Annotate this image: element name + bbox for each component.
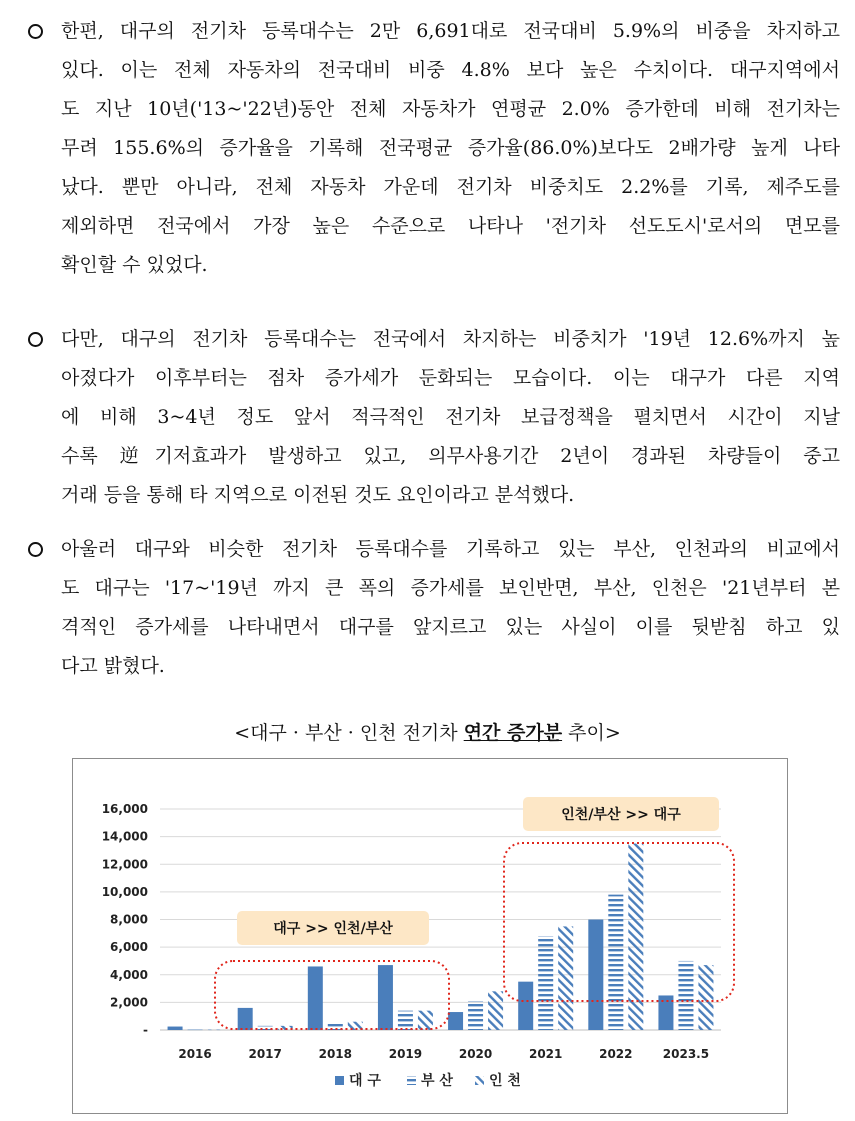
legend-swatch-인천 (475, 1076, 484, 1085)
bar-부산-2023.5 (678, 961, 693, 1030)
paragraph-line (28, 398, 840, 437)
circle-bullet-icon (28, 332, 43, 347)
line-text: 확인할 수 있었다. (61, 254, 208, 276)
line-text: 수록 逆기저효과가 발생하고 있고, 의무사용기간 2년이 경과된 차량들이 중고 (61, 445, 840, 467)
y-tick-label: 6,000 (110, 940, 148, 955)
paragraph-line (28, 476, 840, 515)
paragraph-line (28, 12, 840, 51)
x-tick-label: 2020 (458, 1047, 493, 1061)
bar-부산-2019 (398, 1011, 413, 1030)
x-tick-label: 2016 (178, 1047, 212, 1061)
line-text: 났다. 뿐만 아니라, 전체 자동차 가운데 전기차 비중치도 2.2%를 기록, 제주도를 (61, 176, 840, 198)
bar-인천-2019 (418, 1011, 433, 1030)
paragraph-line (28, 437, 840, 476)
paragraph-line (28, 647, 840, 686)
line-text: 도 지난 10년('13~'22년)동안 전체 자동차가 연평균 2.0% 증가한데 비해 전기차는 (61, 98, 840, 120)
bar-인천-2016 (208, 1030, 223, 1031)
caption-emphasis: 연간 증가분 (463, 722, 563, 744)
legend-label: 부 산 (421, 1073, 453, 1089)
bar-대구-2022 (588, 920, 603, 1031)
line-text: 에 비해 3~4년 정도 앞서 적극적인 전기차 보급정책을 펼치면서 시간이 지날 (61, 406, 840, 428)
bar-대구-2017 (238, 1008, 253, 1030)
legend-swatch-부산 (407, 1076, 416, 1085)
x-tick-label: 2018 (318, 1047, 353, 1061)
line-text: 아졌다가 이후부터는 점차 증가세가 둔화되는 모습이다. 이는 대구가 다른 지역 (61, 367, 840, 389)
circle-bullet-icon (28, 24, 43, 39)
bar-인천-2022 (628, 844, 643, 1030)
line-text: 제외하면 전국에서 가장 높은 수준으로 나타나 '전기차 선도도시'로서의 면모를 (61, 215, 840, 237)
y-tick-label: 8,000 (110, 912, 148, 927)
bar-인천-2021 (558, 926, 573, 1030)
y-tick-label: 16,000 (101, 802, 148, 816)
paragraph-line (28, 90, 840, 129)
line-text: 격적인 증가세를 나타내면서 대구를 앞지르고 있는 사실이 이를 뒷받침 하고 있 (61, 616, 840, 638)
x-tick-label: 2023.5 (662, 1047, 710, 1061)
paragraph (28, 12, 840, 285)
y-tick-label: 14,000 (101, 829, 148, 844)
bar-대구-2020 (448, 1012, 463, 1030)
caption-suffix: 추이> (562, 722, 621, 744)
bar-chart (73, 759, 787, 1113)
paragraph-line (28, 608, 840, 647)
paragraph (28, 320, 840, 515)
line-text: 있다. 이는 전체 자동차의 전국대비 비중 4.8% 보다 높은 수치이다. 대구지역에서 (61, 59, 840, 81)
x-tick-label: 2022 (599, 1047, 633, 1061)
paragraph-line (28, 246, 840, 285)
y-tick-label: - (143, 1023, 148, 1037)
paragraph-line (28, 129, 840, 168)
x-tick-label: 2021 (528, 1047, 563, 1061)
line-text: 무려 155.6%의 증가율을 기록해 전국평균 증가율(86.0%)보다도 2배가량 높게 나타 (61, 137, 840, 159)
chart-frame (72, 758, 788, 1114)
line-text: 아울러 대구와 비슷한 전기차 등록대수를 기록하고 있는 부산, 인천과의 비교에서 (61, 538, 840, 560)
bar-부산-2021 (538, 936, 553, 1030)
paragraph (28, 530, 840, 686)
y-tick-label: 4,000 (110, 967, 148, 982)
paragraph-line (28, 168, 840, 207)
paragraph-line (28, 530, 840, 569)
y-tick-label: 10,000 (101, 884, 148, 899)
bar-부산-2022 (608, 895, 623, 1030)
x-tick-label: 2017 (248, 1047, 282, 1061)
legend-label: 인 천 (489, 1073, 521, 1089)
caption-prefix: <대구 · 부산 · 인천 전기차 (234, 722, 464, 744)
paragraph-line (28, 207, 840, 246)
bar-부산-2016 (188, 1030, 203, 1031)
line-text: 한편, 대구의 전기차 등록대수는 2만 6,691대로 전국대비 5.9%의 비중을 차지하고 (61, 20, 840, 42)
line-text: 도 대구는 '17~'19년 까지 큰 폭의 증가세를 보인반면, 부산, 인천은 '21년부터 본 (61, 577, 840, 599)
bar-대구-2021 (518, 982, 533, 1030)
line-text: 거래 등을 통해 타 지역으로 이전된 것도 요인이라고 분석했다. (61, 484, 575, 506)
bar-대구-2016 (168, 1027, 183, 1030)
paragraph-line (28, 359, 840, 398)
paragraph-line (28, 320, 840, 359)
y-tick-label: 12,000 (101, 857, 148, 872)
chart-caption (0, 718, 855, 745)
circle-bullet-icon (28, 542, 43, 557)
bar-부산-2020 (468, 1001, 483, 1030)
annotation-text: 인천/부산 >> 대구 (561, 807, 681, 823)
bar-대구-2018 (308, 966, 323, 1030)
annotation-text: 대구 >> 인천/부산 (273, 921, 393, 937)
paragraph-line (28, 569, 840, 608)
line-text: 다만, 대구의 전기차 등록대수는 전국에서 차지하는 비중치가 '19년 12.6%까지 높 (61, 328, 840, 350)
bar-대구-2019 (378, 965, 393, 1030)
paragraph-line (28, 51, 840, 90)
y-tick-label: 2,000 (110, 995, 148, 1010)
bar-인천-2023.5 (698, 965, 713, 1030)
line-text: 다고 밝혔다. (61, 655, 165, 677)
legend-swatch-대구 (335, 1076, 344, 1085)
bar-인천-2020 (488, 991, 503, 1030)
legend-label: 대 구 (349, 1073, 381, 1089)
x-tick-label: 2019 (388, 1047, 423, 1061)
